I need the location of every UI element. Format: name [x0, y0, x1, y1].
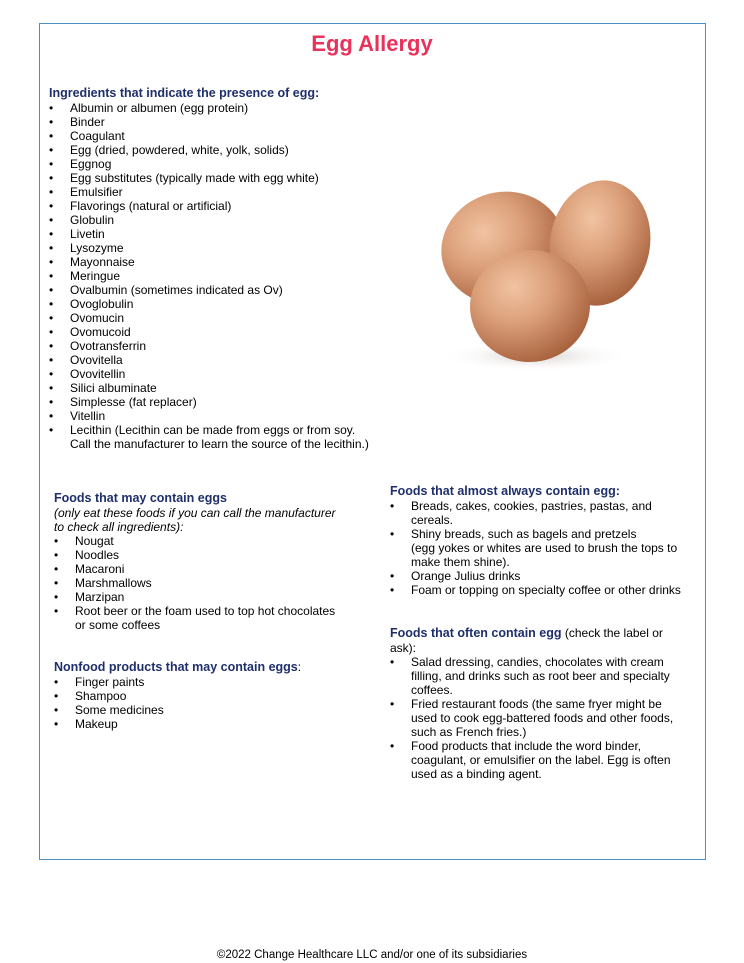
may-contain-note-1: (only eat these foods if you can call the manufacturer: [54, 506, 336, 520]
list-item: • Finger paints: [54, 675, 384, 689]
list-item: • Ovoglobulin: [49, 297, 429, 311]
list-item: • Ovotransferrin: [49, 339, 429, 353]
list-item: • Egg substitutes (typically made with egg white): [49, 171, 429, 185]
list-item-text: used as a binding agent.: [411, 767, 542, 781]
often-contain-heading-note: (check the label or: [561, 626, 663, 640]
list-item-text: used to cook egg-battered foods and other foods,: [411, 711, 674, 725]
list-item-text: Fried restaurant foods (the same fryer might be: [411, 697, 662, 711]
list-item: • Nougat: [54, 534, 384, 548]
may-contain-heading: Foods that may contain eggs: [54, 491, 227, 505]
list-item-text: Breads, cakes, cookies, pastries, pastas, and: [411, 499, 652, 513]
may-contain-list: [54, 534, 384, 604]
list-item: [390, 655, 700, 697]
list-item-text: make them shine).: [411, 555, 510, 569]
list-item: • Lysozyme: [49, 241, 429, 255]
list-item: • Meringue: [49, 269, 429, 283]
list-item: • Ovomucoid: [49, 325, 429, 339]
list-item: • Eggnog: [49, 157, 429, 171]
list-item: • Albumin or albumen (egg protein): [49, 101, 429, 115]
nonfood-heading: Nonfood products that may contain eggs: [54, 660, 298, 674]
nonfood-section: [54, 660, 384, 731]
list-item: • Coagulant: [49, 129, 429, 143]
root-beer-list: [54, 604, 384, 632]
almost-always-list: [390, 499, 700, 597]
lecithin-line-2: Call the manufacturer to learn the source of the lecithin.): [70, 437, 369, 451]
list-item: • Some medicines: [54, 703, 384, 717]
list-item: [390, 499, 700, 527]
list-item: • Ovovitella: [49, 353, 429, 367]
copyright-footer: ©2022 Change Healthcare LLC and/or one of its subsidiaries: [216, 949, 528, 961]
list-item: • Egg (dried, powdered, white, yolk, solids): [49, 143, 429, 157]
often-contain-section: [390, 626, 700, 781]
list-item: • Mayonnaise: [49, 255, 429, 269]
lecithin-line-1: Lecithin (Lecithin can be made from eggs or from soy.: [70, 423, 356, 437]
list-item: [390, 569, 700, 583]
root-beer-line-1: Root beer or the foam used to top hot chocolates: [75, 604, 336, 618]
often-contain-list: [390, 655, 700, 781]
list-item: [390, 527, 700, 569]
list-item: • Flavorings (natural or artificial): [49, 199, 429, 213]
list-item: [54, 604, 384, 632]
nonfood-heading-colon: :: [297, 660, 302, 674]
list-item: • Silici albuminate: [49, 381, 429, 395]
list-item-text: coagulant, or emulsifier on the label. Egg is often: [411, 753, 671, 767]
list-item: • Vitellin: [49, 409, 429, 423]
list-item: • Simplesse (fat replacer): [49, 395, 429, 409]
list-item: • Livetin: [49, 227, 429, 241]
page-title: Egg Allergy: [311, 31, 433, 56]
list-item-text: coffees.: [411, 683, 453, 697]
list-item: • Globulin: [49, 213, 429, 227]
ingredients-list: [49, 101, 429, 423]
ingredients-section: [49, 86, 429, 451]
list-item: • Ovalbumin (sometimes indicated as Ov): [49, 283, 429, 297]
list-item: • Emulsifier: [49, 185, 429, 199]
list-item-text: such as French fries.): [411, 725, 527, 739]
list-item: • Ovovitellin: [49, 367, 429, 381]
list-item-text: Foam or topping on specialty coffee or other drinks: [411, 583, 681, 597]
almost-always-section: [390, 484, 700, 597]
ingredients-heading: Ingredients that indicate the presence of egg:: [49, 86, 320, 100]
often-contain-heading: Foods that often contain egg: [390, 626, 562, 640]
root-beer-line-2: or some coffees: [75, 618, 161, 632]
list-item: • Shampoo: [54, 689, 384, 703]
list-item: • Marshmallows: [54, 576, 384, 590]
list-item: • Ovomucin: [49, 311, 429, 325]
list-item: • Makeup: [54, 717, 384, 731]
list-item: [390, 583, 700, 597]
list-item: • Binder: [49, 115, 429, 129]
list-item-text: (egg yokes or whites are used to brush the tops to: [411, 541, 678, 555]
may-contain-section: [54, 491, 384, 632]
nonfood-list: [54, 675, 384, 731]
list-item: [390, 739, 700, 781]
list-item-text: Salad dressing, candies, chocolates with cream: [411, 655, 664, 669]
list-item-text: Orange Julius drinks: [411, 569, 521, 583]
eggs-photo-icon: [425, 178, 665, 378]
lecithin-list: [49, 423, 429, 451]
list-item-text: filling, and drinks such as root beer and specialty: [411, 669, 670, 683]
list-item: • Marzipan: [54, 590, 384, 604]
list-item-text: cereals.: [411, 513, 454, 527]
list-item: [49, 423, 429, 451]
eggs-image: [425, 178, 665, 378]
may-contain-note-2: to check all ingredients):: [54, 520, 184, 534]
list-item-text: Food products that include the word binder,: [411, 739, 642, 753]
list-item: • Macaroni: [54, 562, 384, 576]
list-item: • Noodles: [54, 548, 384, 562]
often-contain-heading-note-2: ask):: [390, 641, 417, 655]
almost-always-heading: Foods that almost always contain egg:: [390, 484, 620, 498]
list-item: [390, 697, 700, 739]
list-item-text: Shiny breads, such as bagels and pretzels: [411, 527, 637, 541]
